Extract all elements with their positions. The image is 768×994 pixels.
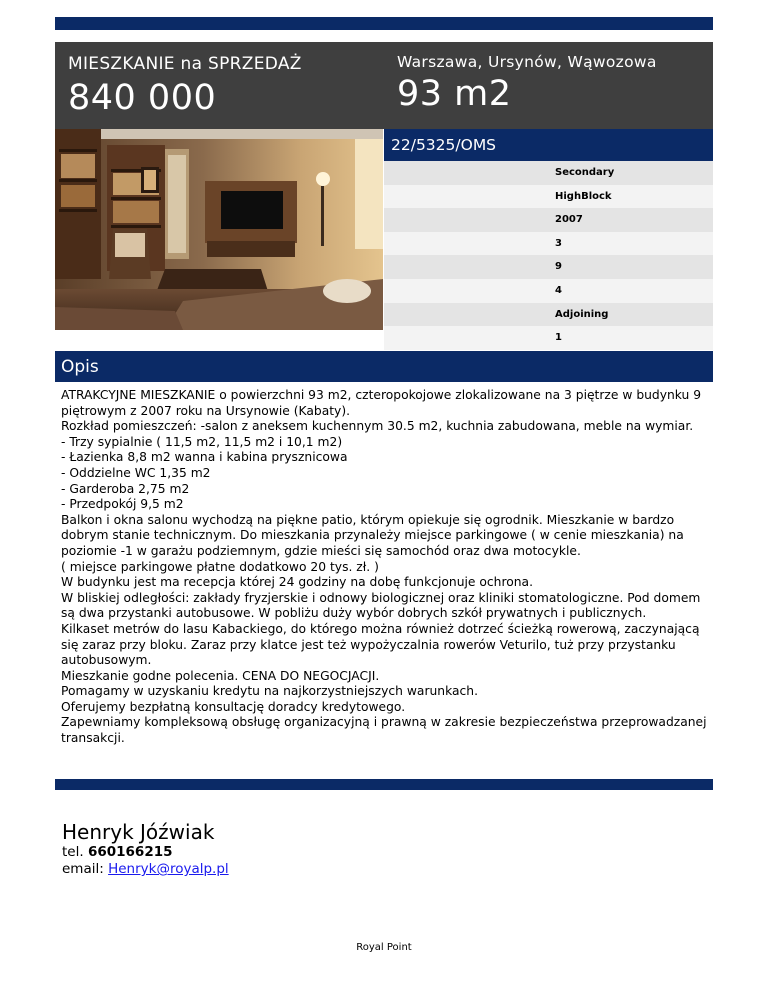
attr-bathrooms: 1	[384, 326, 713, 350]
phone-label: tel.	[62, 844, 84, 860]
attr-building-type: HighBlock	[384, 185, 713, 209]
description-heading: Opis	[55, 351, 713, 382]
description-line: Pomagamy w uzyskaniu kredytu na najkorzystniejszych warunkach.	[61, 684, 478, 699]
description-line: Balkon i okna salonu wychodzą na piękne patio, którym opiekuje się ogrodnik. Mieszkanie w bardzo dobrym stanie technicznym. Do mieszkania przynależy miejsce parkingowe ( w cenie mieszkania) na poziomie -1 w garażu podziemnym, gdzie mieści się samochód oraz dwa motocykle.	[61, 512, 684, 558]
attr-market: Secondary	[384, 161, 713, 185]
footer-company: Royal Point	[356, 942, 412, 953]
email-link[interactable]: Henryk@royalp.pl	[108, 861, 229, 877]
description-line: - Przedpokój 9,5 m2	[61, 497, 184, 512]
listing-id: 22/5325/OMS	[384, 129, 713, 161]
attr-rooms: 4	[384, 279, 713, 303]
description-line: ( miejsce parkingowe płatne dodatkowo 20 tys. zł. )	[61, 559, 379, 574]
description-line: ATRAKCYJNE MIESZKANIE o powierzchni 93 m2, czteropokojowe zlokalizowane na 3 piętrze w budynku 9 piętrowym z 2007 roku na Ursynowie (Kabaty).	[61, 388, 702, 418]
price: 840 000	[68, 78, 217, 118]
listing-type: MIESZKANIE na SPRZEDAŻ	[68, 54, 302, 74]
agent-contact	[62, 820, 229, 878]
description-line: Zapewniamy kompleksową obsługę organizacyjną i prawną w zakresie bezpieczeństwa przeprowadzanej transakcji.	[61, 715, 707, 746]
attr-floor: 3	[384, 232, 713, 256]
description-line: Oferujemy bezpłatną konsultację doradcy kredytowego.	[61, 699, 406, 714]
top-bar	[55, 17, 713, 30]
attributes-table	[384, 161, 713, 350]
description-line: W bliskiej odległości: zakłady fryzjerskie i odnowy biologicznej oraz kliniki stomatologiczne. Pod domem są dwa przystanki autobusowe. W pobliżu duży wybór dobrych szkół prywatnych i publicznych.	[61, 590, 701, 621]
price-block	[68, 54, 302, 118]
description-line: Rozkład pomieszczeń: -salon z aneksem kuchennym 30.5 m2, kuchnia zabudowana, meble na wymiar.	[61, 419, 694, 434]
description-line: W budynku jest ma recepcja której 24 godziny na dobę funkcjonuje ochrona.	[61, 575, 534, 590]
description-line: - Oddzielne WC 1,35 m2	[61, 465, 211, 480]
description-line: - Łazienka 8,8 m2 wanna i kabina prysznicowa	[61, 450, 348, 465]
bottom-bar	[55, 779, 713, 790]
living-room-photo	[55, 129, 383, 330]
description-text	[61, 388, 711, 747]
agent-phone-line	[62, 844, 229, 861]
area: 93 m2	[397, 74, 512, 114]
agent-name: Henryk Jóźwiak	[62, 820, 215, 844]
description-line: - Trzy sypialnie ( 11,5 m2, 11,5 m2 i 10,1 m2)	[61, 434, 343, 449]
agent-email-line	[62, 861, 229, 878]
description-line: - Garderoba 2,75 m2	[61, 481, 190, 496]
description-line: Kilkaset metrów do lasu Kabackiego, do którego można również dotrzeć ścieżką rowerową, zaczynającą się zaraz przy bloku. Zaraz przy klatce jest też wypożyczalnia rowerów Veturilo, tuż przy przystanku autobusowym.	[61, 621, 700, 668]
location-block	[397, 53, 657, 114]
attr-kitchen: Adjoining	[384, 303, 713, 327]
attr-year: 2007	[384, 208, 713, 232]
phone-number: 660166215	[87, 844, 173, 860]
location: Warszawa, Ursynów, Wąwozowa	[397, 53, 657, 71]
listing-header	[55, 42, 713, 129]
email-label: email:	[62, 861, 104, 877]
description-line: Mieszkanie godne polecenia. CENA DO NEGOCJACJI.	[61, 668, 380, 683]
attr-building-floors: 9	[384, 255, 713, 279]
